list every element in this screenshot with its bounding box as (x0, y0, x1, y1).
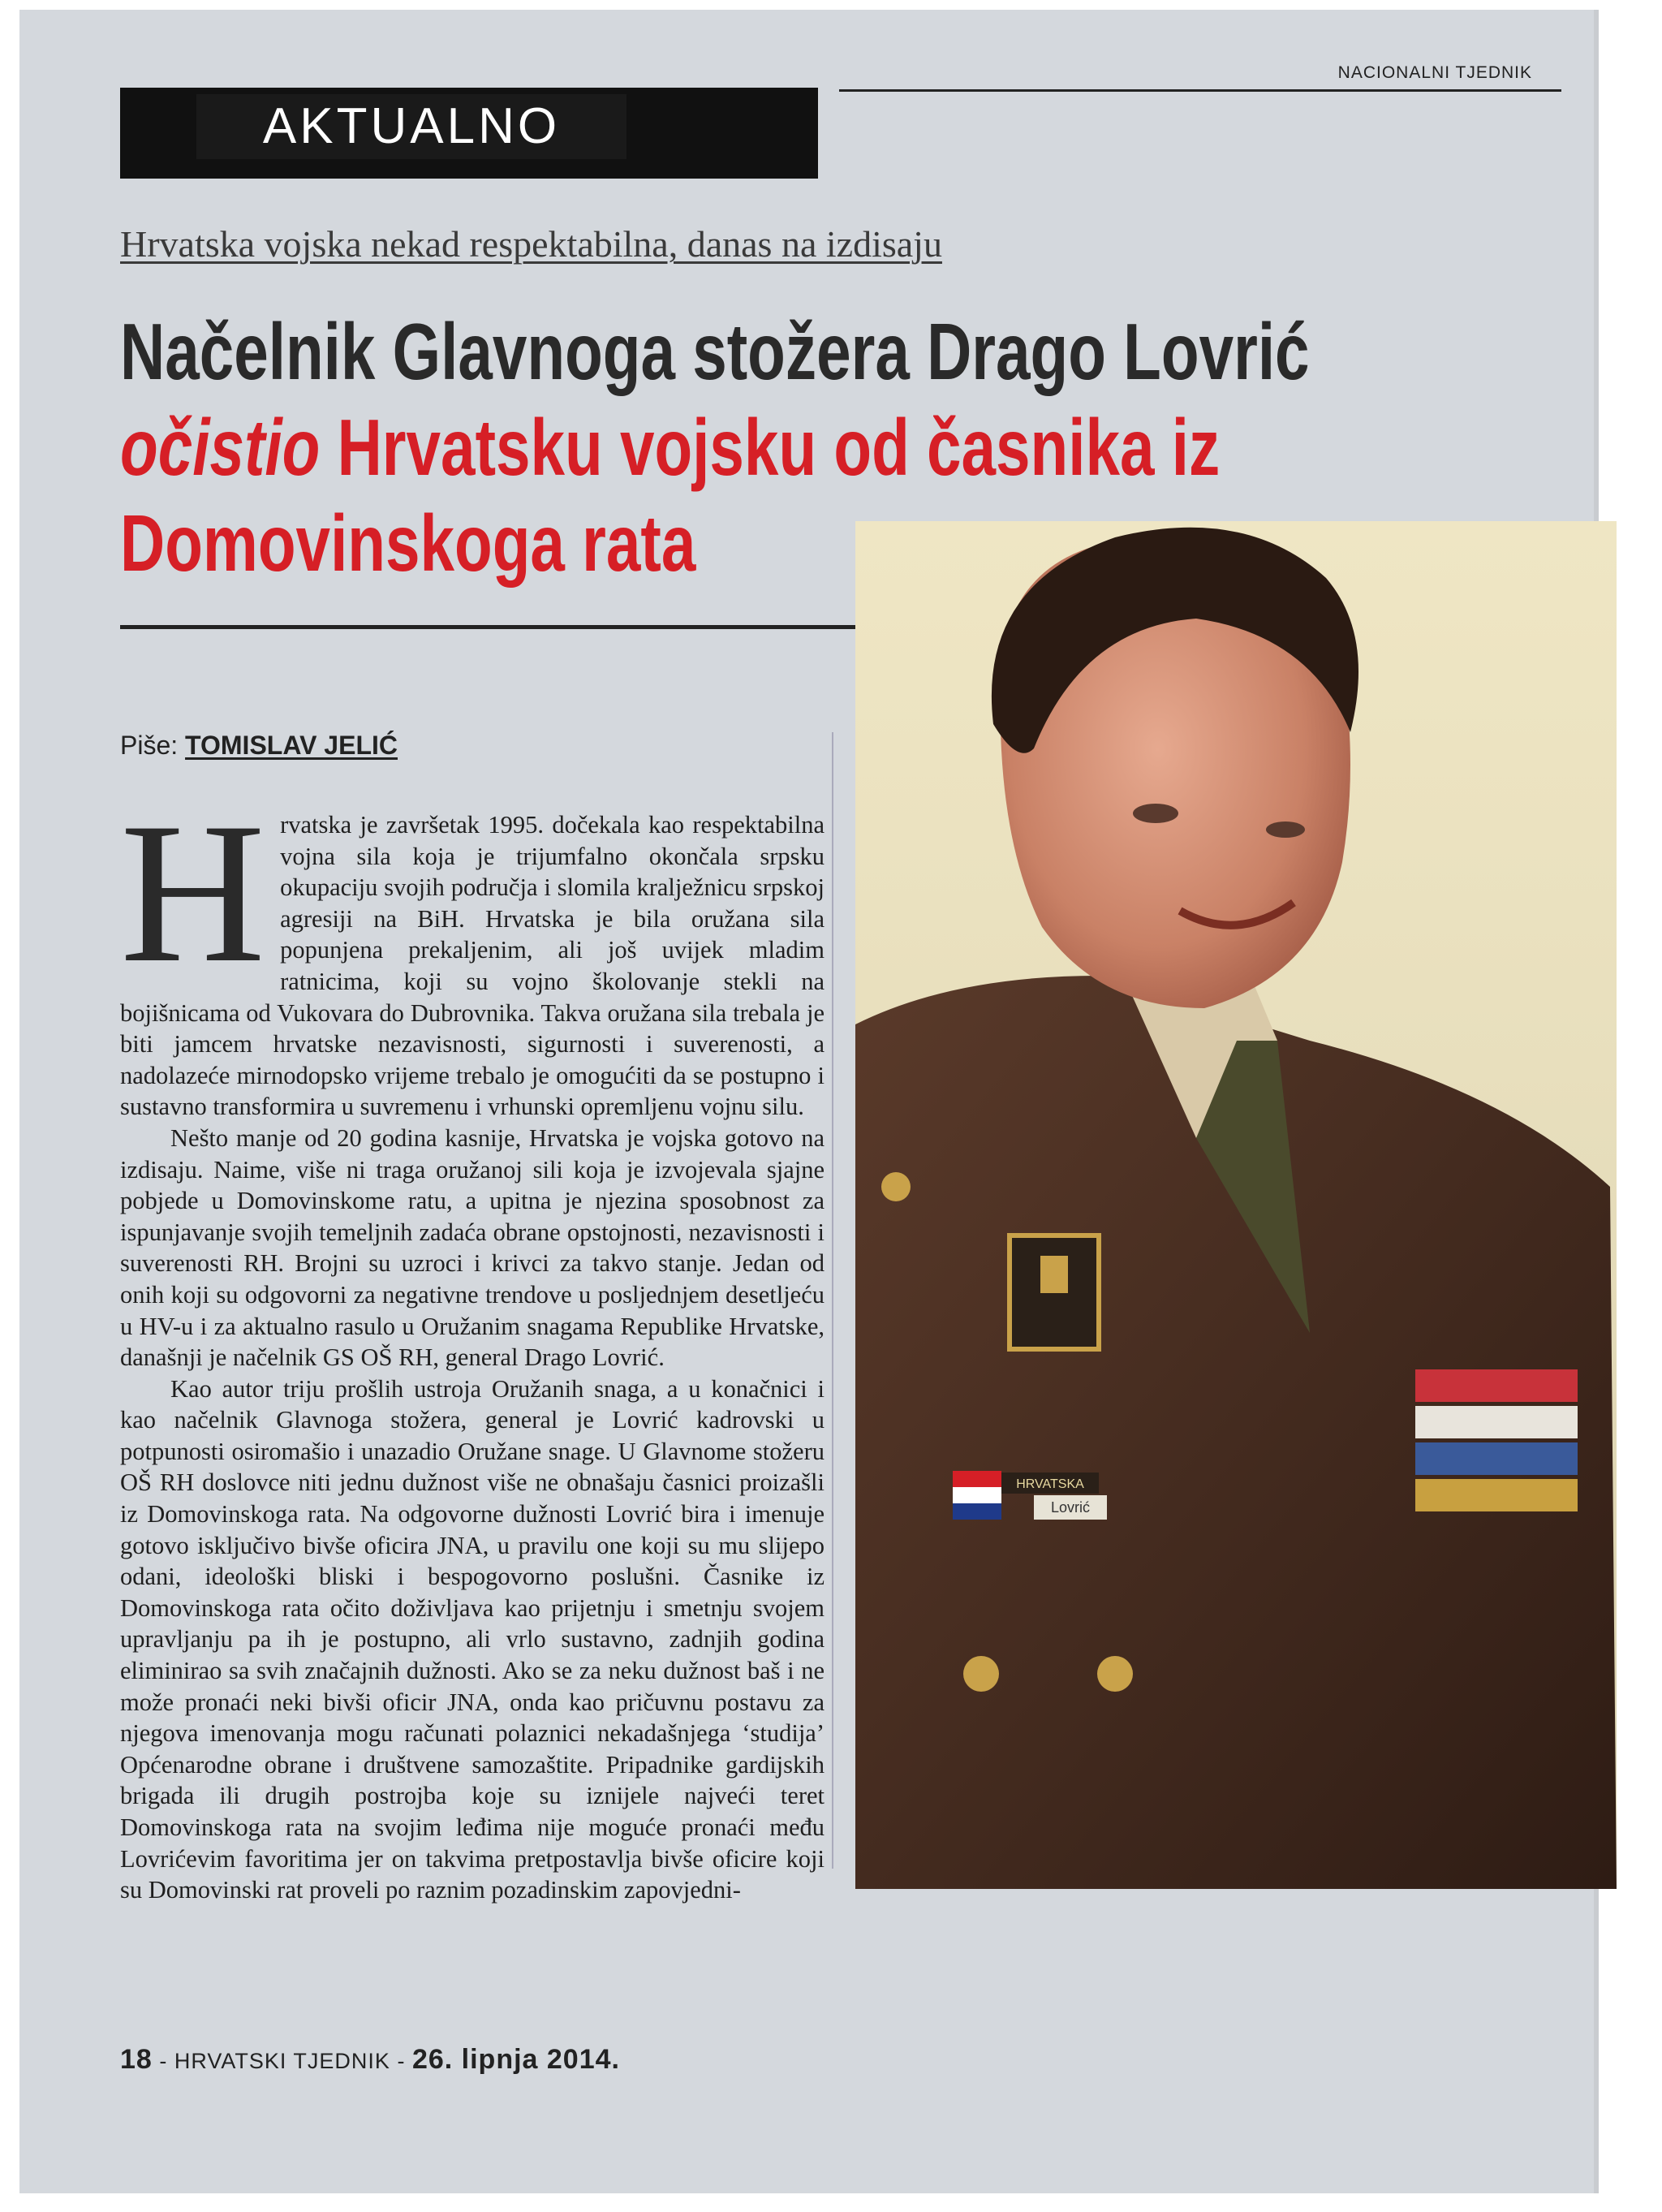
flag-patch (953, 1471, 1001, 1520)
article-paragraph-1 (120, 781, 825, 1123)
article-paragraph-3: Kao autor triju prošlih ustroja Oružanih snaga, a u konačnici i kao načelnik Glavnoga stožera, general je Lovrić kadrovski u potpunosti osiromašio i unazadio Oružane snage. U Glavnome stožeru OŠ RH doslovce niti jednu dužnost više ne obnašaju časnici proizašli iz Domovinskoga rata. Na odgovorne dužnosti Lovrić bira i imenuje gotovo isključivo bivše oficira JNA, u pravilu one koji su mu slijepo odani, ideološki bliski i bespogovorno poslušni. Časnike iz Domovinskoga rata očito doživljava kao prijetnju i smetnju svojem upravljanju pa ih je postupno, ali vrlo sustavno, zadnjih godina eliminirao sa svih značajnih dužnosti. Ako se za neku dužnost baš i ne može pronaći neki bivši oficir JNA, onda kao pričuvnu postavu za njegova imenovanja mogu računati polaznici nekadašnjega ‘studija’ Općenarodne obrane i društvene samozaštite. Pripadnike gardijskih brigada ili drugih postrojba koje su iznijele najveći teret Domovinskoga rata na svojim leđima nije moguće pronaći među Lovrićevim favoritima jer on takvima pretpostavlja bivše oficire koji su Domovinski rat proveli po raznim pozadinskim zapovjedni- (120, 1374, 825, 1904)
section-label: AKTUALNO (196, 94, 626, 159)
headline-line-3: Domovinskoga rata (120, 498, 696, 588)
column-divider (832, 732, 833, 1869)
footer-publication: HRVATSKI TJEDNIK (174, 2049, 390, 2073)
page-footer (120, 2044, 620, 2076)
byline-author: TOMISLAV JELIĆ (185, 731, 398, 760)
paragraph-text: rvatska je završetak 1995. dočekala kao respektabilna vojna sila koja je trijumfalno okončala srpsku okupaciju svojih područja i slomila kralježnicu srpskoj agresiji na BiH. Hrvatska je bila oružana sila popunjena prekaljenim, ali još uvijek mladim ratnicima, koji su vojno školovanje stekli na bojišnicama od Vukovara do Dubrovnika. Takva oružana sila trebala je biti jamcem hrvatske nezavisnosti, sigurnosti i suverenosti, a nadolazeće mirnodopsko vrijeme trebalo je omogućiti da se postupno i sustavno transformira u suvremenu i vrhunski opremljenu vojnu silu. (120, 811, 825, 1121)
magazine-page (19, 10, 1599, 2193)
uniform-button (963, 1656, 999, 1692)
name-tag: Lovrić (1050, 1499, 1091, 1516)
masthead-rule (839, 89, 1561, 92)
collar-insignia-left (1010, 1235, 1099, 1349)
headline-line-2: Hrvatsku vojsku od časnika iz (337, 403, 1221, 492)
patch-text: HRVATSKA (1016, 1477, 1084, 1491)
footer-sep: - (397, 2049, 406, 2073)
byline-prefix: Piše: (120, 731, 179, 760)
drop-cap: H (120, 781, 266, 1004)
footer-date: 26. lipnja 2014. (411, 2044, 620, 2075)
article-paragraph-2: Nešto manje od 20 godina kasnije, Hrvatska je vojska gotovo na izdisaju. Naime, više ni traga oružanoj sili koja je izvojevala sjajne pobjede u Domovinskome ratu, a upitna je njezina sposobnost za ispunjavanje svojih temeljnih zadaća obrane opstojnosti, nezavisnosti i suverenosti RH. Brojni su uzroci i krivci za takvo stanje. Jedan od onih koji su odgovorni za negativne trendove u posljednjem desetljeću u HV-u i za aktualno rasulo u Oružanim snagama Republike Hrvatske, današnji je načelnik GS OŠ RH, general Drago Lovrić. (120, 1123, 825, 1372)
headline-highlight: očistio (120, 403, 321, 492)
article-kicker: Hrvatska vojska nekad respektabilna, danas na izdisaju (120, 223, 942, 265)
headline-line-1: Načelnik Glavnoga stožera Drago Lovrić (120, 307, 1310, 396)
article-body (120, 781, 825, 1906)
byline (120, 731, 398, 761)
footer-sep: - (159, 2049, 168, 2073)
page-number: 18 (120, 2044, 153, 2075)
publication-name: NACIONALNI TJEDNIK (1337, 63, 1532, 82)
uniform-button (1097, 1656, 1133, 1692)
general-portrait-photo (855, 521, 1617, 1889)
uniform-button (881, 1172, 911, 1201)
portrait-illustration (855, 521, 1617, 1889)
headline-rule (120, 625, 932, 629)
